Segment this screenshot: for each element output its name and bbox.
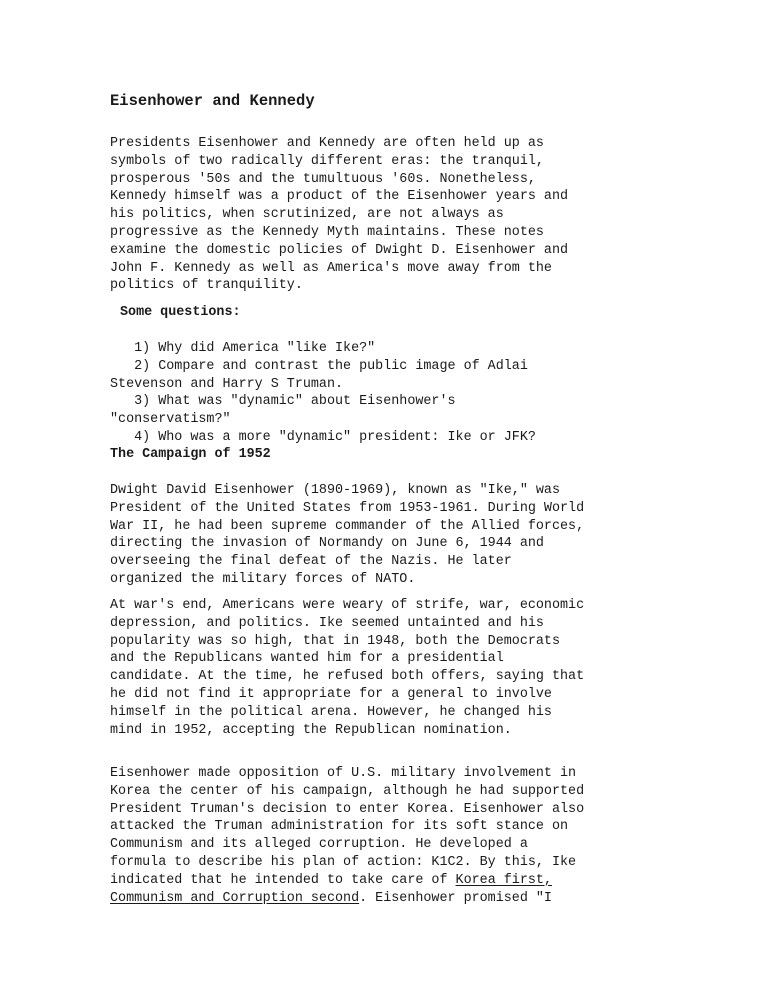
text-line: attacked the Truman administration for its soft stance on	[110, 819, 569, 835]
text-line: politics of tranquility.	[110, 278, 303, 294]
text-line: overseeing the final defeat of the Nazis. He later	[110, 554, 512, 570]
text-line: Eisenhower made opposition of U.S. military involvement in	[110, 766, 577, 781]
text-line: mind in 1952, accepting the Republican nomination.	[110, 722, 512, 738]
text-line: Kennedy himself was a product of the Eisenhower years and	[110, 189, 569, 205]
campaign-paragraph-2	[110, 597, 584, 739]
underlined-text: Korea first,	[455, 872, 552, 888]
text-line: depression, and politics. Ike seemed untainted and his	[110, 615, 544, 631]
text-line: formula to describe his plan of action: K1C2. By this, Ike	[110, 854, 577, 870]
text-line: Stevenson and Harry S Truman.	[110, 376, 344, 392]
text-line: Korea the center of his campaign, although he had supported	[110, 783, 585, 799]
text-line: popularity was so high, that in 1948, both the Democrats	[110, 633, 560, 649]
text-line: 1) Why did America "like Ike?"	[110, 341, 376, 356]
text-line: John F. Kennedy as well as America's move away from the	[110, 260, 552, 276]
underlined-text: Communism and Corruption second	[110, 890, 360, 906]
text-line: progressive as the Kennedy Myth maintains. These notes	[110, 224, 544, 240]
text-line: his politics, when scrutinized, are not always as	[110, 207, 504, 223]
campaign-paragraph-3	[110, 765, 584, 907]
text-line: and the Republicans wanted him for a presidential	[110, 651, 504, 667]
text-line: examine the domestic policies of Dwight D. Eisenhower and	[110, 242, 569, 258]
text-line: Communism and Corruption second. Eisenhower promised "I	[110, 890, 552, 906]
questions-heading: Some questions:	[120, 305, 241, 320]
text-line: 4) Who was a more "dynamic" president: Ike or JFK?	[110, 429, 536, 445]
text-line: organized the military forces of NATO.	[110, 571, 416, 587]
campaign-heading: The Campaign of 1952	[110, 447, 271, 462]
text-line: 3) What was "dynamic" about Eisenhower's	[110, 394, 456, 410]
text-line: directing the invasion of Normandy on June 6, 1944 and	[110, 536, 544, 552]
text-line: "conservatism?"	[110, 412, 231, 428]
text-line: Communism and its alleged corruption. He developed a	[110, 837, 528, 853]
text-line: 2) Compare and contrast the public image of Adlai	[110, 358, 528, 374]
page-title: Eisenhower and Kennedy	[110, 92, 315, 110]
campaign-paragraph-1	[110, 482, 584, 589]
text-line: candidate. At the time, he refused both offers, saying that	[110, 669, 585, 685]
text-line: prosperous '50s and the tumultuous '60s. Nonetheless,	[110, 171, 536, 187]
text-line: symbols of two radically different eras: the tranquil,	[110, 153, 544, 169]
text-line: Dwight David Eisenhower (1890-1969), known as "Ike," was	[110, 483, 560, 498]
intro-paragraph	[110, 135, 568, 295]
text-line: President Truman's decision to enter Korea. Eisenhower also	[110, 801, 585, 817]
text-line: he did not find it appropriate for a general to involve	[110, 686, 552, 702]
text-line: himself in the political arena. However, he changed his	[110, 704, 552, 720]
text-line: War II, he had been supreme commander of the Allied forces,	[110, 518, 585, 534]
text-line: President of the United States from 1953-1961. During World	[110, 500, 585, 516]
questions-list	[110, 340, 536, 447]
text-line: At war's end, Americans were weary of strife, war, economic	[110, 598, 585, 613]
text-line: Presidents Eisenhower and Kennedy are often held up as	[110, 136, 544, 151]
text-line: indicated that he intended to take care of Korea first,	[110, 872, 552, 888]
